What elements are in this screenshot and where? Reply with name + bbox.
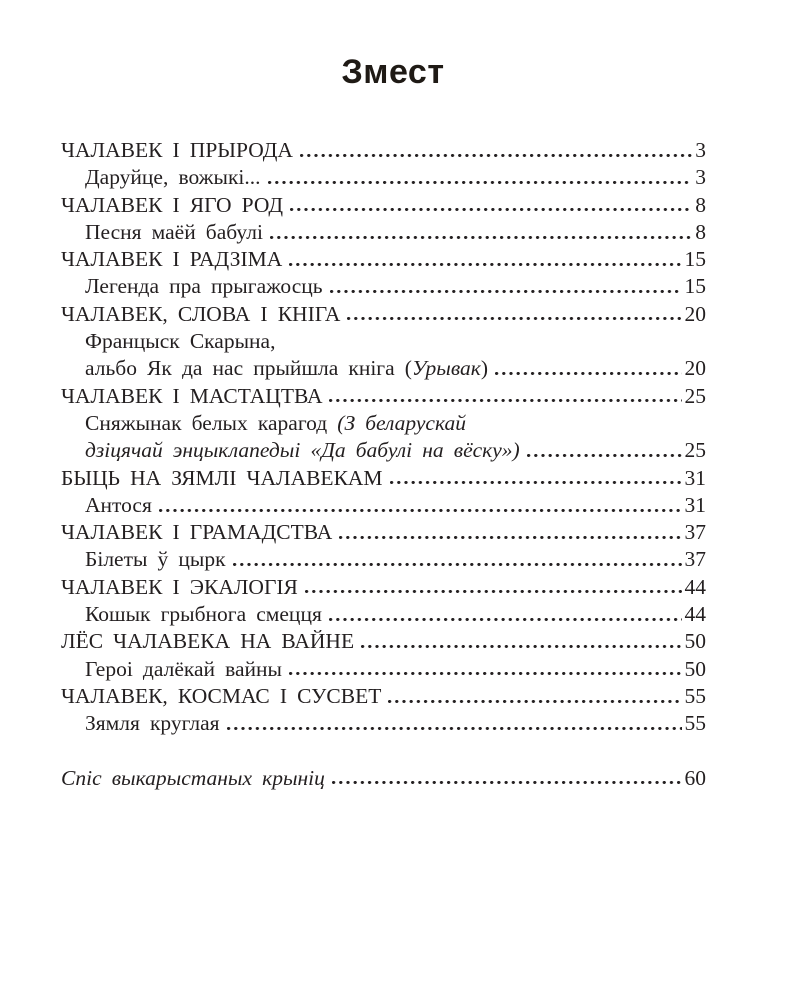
item-title: Кошык грыбнога смецця	[85, 602, 322, 627]
page-number: 37	[684, 520, 706, 545]
toc-row-chapter	[61, 628, 706, 655]
dot-leader	[329, 616, 682, 621]
page-number: 55	[684, 711, 706, 736]
chapter-title: ЧАЛАВЕК, СЛОВА І КНІГА	[61, 301, 341, 326]
page-number: 50	[684, 656, 706, 681]
toc-row-item	[61, 273, 706, 300]
item-title-roman: )	[480, 356, 489, 381]
toc-row-chapter	[61, 574, 706, 601]
toc-row-item	[61, 355, 706, 382]
toc-row-chapter	[61, 465, 706, 492]
toc-row-item-continued	[61, 328, 706, 355]
page-number: 8	[695, 192, 706, 217]
toc-row-chapter	[61, 383, 706, 410]
toc-row-chapter	[61, 137, 706, 164]
page-number: 25	[684, 438, 706, 463]
dot-leader	[332, 780, 682, 785]
chapter-title: ЧАЛАВЕК І ЭКАЛОГІЯ	[61, 574, 298, 599]
dot-leader	[290, 207, 692, 212]
item-title: Песня маёй бабулі	[85, 219, 263, 244]
toc-row-item	[61, 437, 706, 464]
page-number: 60	[684, 765, 706, 790]
page-number: 3	[695, 138, 706, 162]
item-title: Даруйце, вожыкі...	[85, 165, 261, 190]
chapter-title: ЧАЛАВЕК І ПРЫРОДА	[61, 138, 293, 162]
chapter-title: ЧАЛАВЕК І РАДЗІМА	[61, 247, 283, 272]
page-number: 15	[684, 247, 706, 272]
dot-leader	[527, 452, 682, 457]
toc-row-chapter	[61, 683, 706, 710]
page-number: 37	[684, 547, 706, 572]
toc-row-chapter	[61, 192, 706, 219]
page-number: 44	[684, 602, 706, 627]
item-title: Героі далёкай вайны	[85, 656, 282, 681]
dot-leader	[495, 370, 681, 375]
dot-leader	[329, 398, 681, 403]
toc-row-item	[61, 492, 706, 519]
dot-leader	[361, 643, 681, 648]
dot-leader	[159, 507, 682, 512]
chapter-title: БЫЦЬ НА ЗЯМЛІ ЧАЛАВЕКАМ	[61, 465, 383, 490]
page-number: 31	[684, 465, 706, 490]
item-title-roman: альбо Як да нас прыйшла кніга (	[85, 356, 412, 381]
item-title: Зямля круглая	[85, 711, 220, 736]
dot-leader	[270, 234, 692, 239]
dot-leader	[388, 698, 681, 703]
toc-row-chapter	[61, 246, 706, 273]
toc-row-chapter	[61, 519, 706, 546]
item-title	[85, 355, 488, 382]
table-of-contents	[61, 137, 706, 792]
toc-row-item	[61, 656, 706, 683]
toc-row-chapter	[61, 301, 706, 328]
dot-leader	[305, 589, 682, 594]
dot-leader	[233, 561, 682, 566]
item-title	[85, 410, 466, 437]
page-number: 15	[684, 274, 706, 299]
toc-row-item	[61, 164, 706, 191]
page-title: Змест	[341, 53, 445, 91]
item-title-italic: дзіцячай энцыклапедыі «Да бабулі на вёску»)	[85, 438, 520, 463]
page-number: 3	[695, 165, 706, 190]
toc-row-item-continued	[61, 410, 706, 437]
dot-leader	[300, 152, 692, 157]
item-title-italic: (З беларускай	[337, 410, 466, 435]
chapter-title: ЧАЛАВЕК І ЯГО РОД	[61, 192, 283, 217]
page-number: 50	[684, 629, 706, 654]
dot-leader	[268, 179, 693, 184]
item-title-italic: Урывак	[411, 356, 481, 381]
sources-list-title: Спіс выкарыстаных крыніц	[61, 765, 325, 790]
page-number: 55	[684, 683, 706, 708]
item-title: Антося	[85, 492, 152, 517]
dot-leader	[330, 288, 682, 293]
toc-row-item	[61, 546, 706, 573]
page-number: 20	[684, 301, 706, 326]
item-title-roman: Сняжынак белых карагод	[85, 410, 338, 435]
item-title: Білеты ў цырк	[85, 547, 226, 572]
dot-leader	[347, 316, 681, 321]
page-number: 20	[684, 356, 706, 381]
dot-leader	[289, 671, 682, 676]
item-title: Францыск Скарына,	[85, 329, 276, 354]
dot-leader	[227, 725, 682, 730]
page-number: 44	[684, 574, 706, 599]
dot-leader	[390, 480, 682, 485]
dot-leader	[339, 534, 681, 539]
page-number: 25	[684, 383, 706, 408]
page-number: 8	[695, 219, 706, 244]
toc-row-item	[61, 601, 706, 628]
chapter-title: ЧАЛАВЕК І МАСТАЦТВА	[61, 383, 323, 408]
toc-row-sources	[61, 765, 706, 792]
toc-row-item	[61, 219, 706, 246]
chapter-title: ЧАЛАВЕК, КОСМАС І СУСВЕТ	[61, 683, 382, 708]
dot-leader	[289, 261, 681, 266]
chapter-title: ЛЁС ЧАЛАВЕКА НА ВАЙНЕ	[61, 629, 355, 654]
item-title: Легенда пра прыгажосць	[85, 274, 323, 299]
toc-row-item	[61, 710, 706, 737]
chapter-title: ЧАЛАВЕК І ГРАМАДСТВА	[61, 520, 333, 545]
page-number: 31	[684, 492, 706, 517]
